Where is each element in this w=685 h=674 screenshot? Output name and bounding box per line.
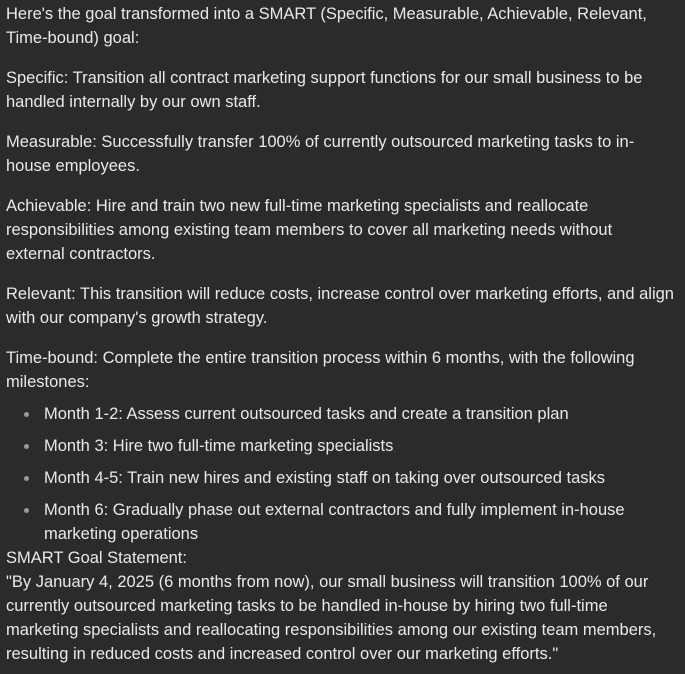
milestone-item: Month 4-5: Train new hires and existing staff on taking over outsourced tasks: [44, 466, 675, 490]
milestone-item: Month 1-2: Assess current outsourced tasks and create a transition plan: [44, 402, 675, 426]
specific-text: Specific: Transition all contract marketing support functions for our small business to be handled internally by our own staff.: [6, 69, 643, 111]
statement-text: "By January 4, 2025 (6 months from now), our small business will transition 100% of our currently outsourced marketing tasks to be handled in-house by hiring two full-time marketing specialists and reallocating responsibilities among our existing team members, resulting in reduced costs and increased control over our marketing efforts.": [6, 573, 657, 663]
milestone-item: Month 3: Hire two full-time marketing specialists: [44, 434, 675, 458]
measurable-text: Measurable: Successfully transfer 100% of currently outsourced marketing tasks to in-house employees.: [6, 133, 635, 175]
relevant-text: Relevant: This transition will reduce costs, increase control over marketing efforts, and align with our company's growth strategy.: [6, 285, 674, 327]
intro-text: Here's the goal transformed into a SMART (Specific, Measurable, Achievable, Relevant, Time-bound) goal:: [6, 5, 647, 47]
time-bound-text: Time-bound: Complete the entire transition process within 6 months, with the following milestones:: [6, 349, 635, 391]
milestone-list: [6, 402, 675, 546]
achievable-text: Achievable: Hire and train two new full-time marketing specialists and reallocate responsibilities among existing team members to cover all marketing needs without external contractors.: [6, 197, 613, 263]
milestone-item: Month 6: Gradually phase out external contractors and fully implement in-house marketing operations: [44, 498, 675, 546]
statement-heading: SMART Goal Statement:: [6, 549, 187, 567]
